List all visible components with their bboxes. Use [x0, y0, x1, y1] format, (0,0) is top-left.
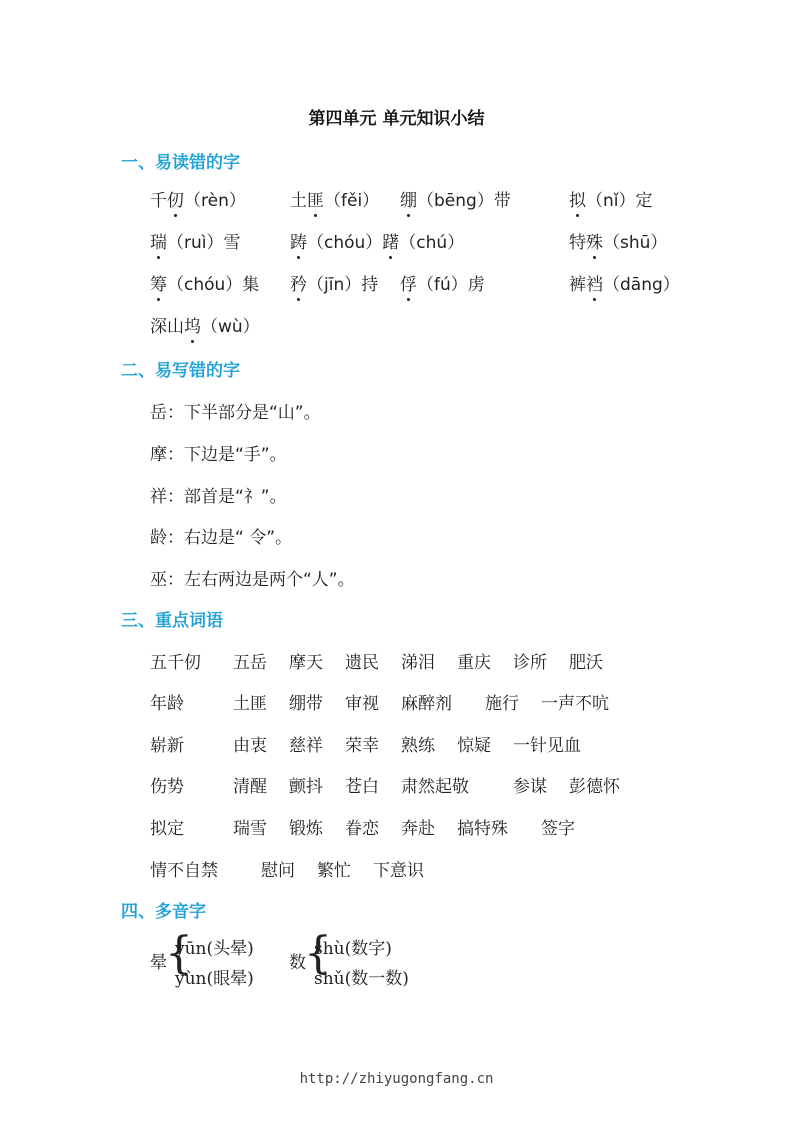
word-item: 土匪	[233, 694, 267, 714]
reading-item: 矜（jīn）持	[290, 270, 378, 295]
word-item: 惊疑	[457, 736, 491, 756]
word-item: 情不自禁	[150, 861, 218, 881]
word-item: 苍白	[345, 777, 379, 797]
reading-item: 拟（nǐ）定	[569, 186, 653, 211]
word-item: 彭德怀	[569, 777, 620, 797]
polyphone-option: shǔ(数一数)	[314, 969, 409, 989]
word-item: 五千仞	[150, 653, 201, 673]
word-item: 繁忙	[317, 861, 351, 881]
polyphone-option: yùn(眼晕)	[175, 969, 254, 989]
word-item: 诊所	[513, 653, 547, 673]
section-heading-2: 二、易写错的字	[121, 361, 240, 381]
reading-item: 特殊（shū）	[569, 228, 667, 253]
word-item: 荣幸	[345, 736, 379, 756]
reading-item: 千仞（rèn）	[150, 186, 246, 211]
footer-url[interactable]: http://zhiyugongfang.cn	[299, 1071, 494, 1087]
word-item: 年龄	[150, 694, 184, 714]
page-title: 第四单元 单元知识小结	[308, 109, 485, 129]
word-item: 伤势	[150, 777, 184, 797]
writing-item: 摩：下边是“手”。	[150, 445, 287, 465]
reading-item: 绷（bēng）带	[400, 186, 511, 211]
reading-item: 踌（chóu）躇（chú）	[290, 228, 464, 253]
word-item: 奔赴	[401, 819, 435, 839]
word-item: 一针见血	[513, 736, 581, 756]
word-item: 绷带	[289, 694, 323, 714]
word-item: 麻醉剂	[401, 694, 452, 714]
word-item: 眷恋	[345, 819, 379, 839]
word-item: 颤抖	[289, 777, 323, 797]
word-item: 由衷	[233, 736, 267, 756]
word-item: 瑞雪	[233, 819, 267, 839]
word-item: 锻炼	[289, 819, 323, 839]
word-item: 下意识	[373, 861, 424, 881]
word-item: 崭新	[150, 736, 184, 756]
word-item: 清醒	[233, 777, 267, 797]
word-item: 签字	[541, 819, 575, 839]
section-heading-3: 三、重点词语	[121, 611, 223, 631]
section-heading-4: 四、多音字	[121, 902, 206, 922]
brace-icon: {	[304, 928, 332, 979]
section-heading-1: 一、易读错的字	[121, 153, 240, 173]
word-item: 审视	[345, 694, 379, 714]
reading-item: 土匪（fěi）	[290, 186, 379, 211]
reading-item: 深山坞（wù）	[150, 312, 260, 337]
polyphone-char: 晕	[150, 953, 167, 973]
word-item: 重庆	[457, 653, 491, 673]
reading-item: 裤裆（dāng）	[569, 270, 680, 295]
word-item: 涕泪	[401, 653, 435, 673]
word-item: 搞特殊	[457, 819, 508, 839]
polyphone-option: yūn(头晕)	[175, 939, 254, 959]
word-item: 施行	[485, 694, 519, 714]
writing-item: 祥：部首是“礻”。	[150, 487, 287, 507]
reading-item: 俘（fú）虏	[400, 270, 485, 295]
writing-item: 岳：下半部分是“山”。	[150, 403, 321, 423]
word-item: 肥沃	[569, 653, 603, 673]
polyphone-char: 数	[289, 953, 306, 973]
reading-item: 筹（chóu）集	[150, 270, 259, 295]
word-item: 拟定	[150, 819, 184, 839]
word-item: 五岳	[233, 653, 267, 673]
word-item: 遗民	[345, 653, 379, 673]
word-item: 肃然起敬	[401, 777, 469, 797]
word-item: 摩天	[289, 653, 323, 673]
writing-item: 龄：右边是“ 令”。	[150, 528, 293, 548]
word-item: 参谋	[513, 777, 547, 797]
polyphone-option: shù(数字)	[314, 939, 392, 959]
writing-item: 巫：左右两边是两个“人”。	[150, 570, 355, 590]
word-item: 一声不吭	[541, 694, 609, 714]
reading-item: 瑞（ruì）雪	[150, 228, 241, 253]
word-item: 慰问	[261, 861, 295, 881]
word-item: 慈祥	[289, 736, 323, 756]
brace-icon: {	[165, 928, 193, 979]
word-item: 熟练	[401, 736, 435, 756]
